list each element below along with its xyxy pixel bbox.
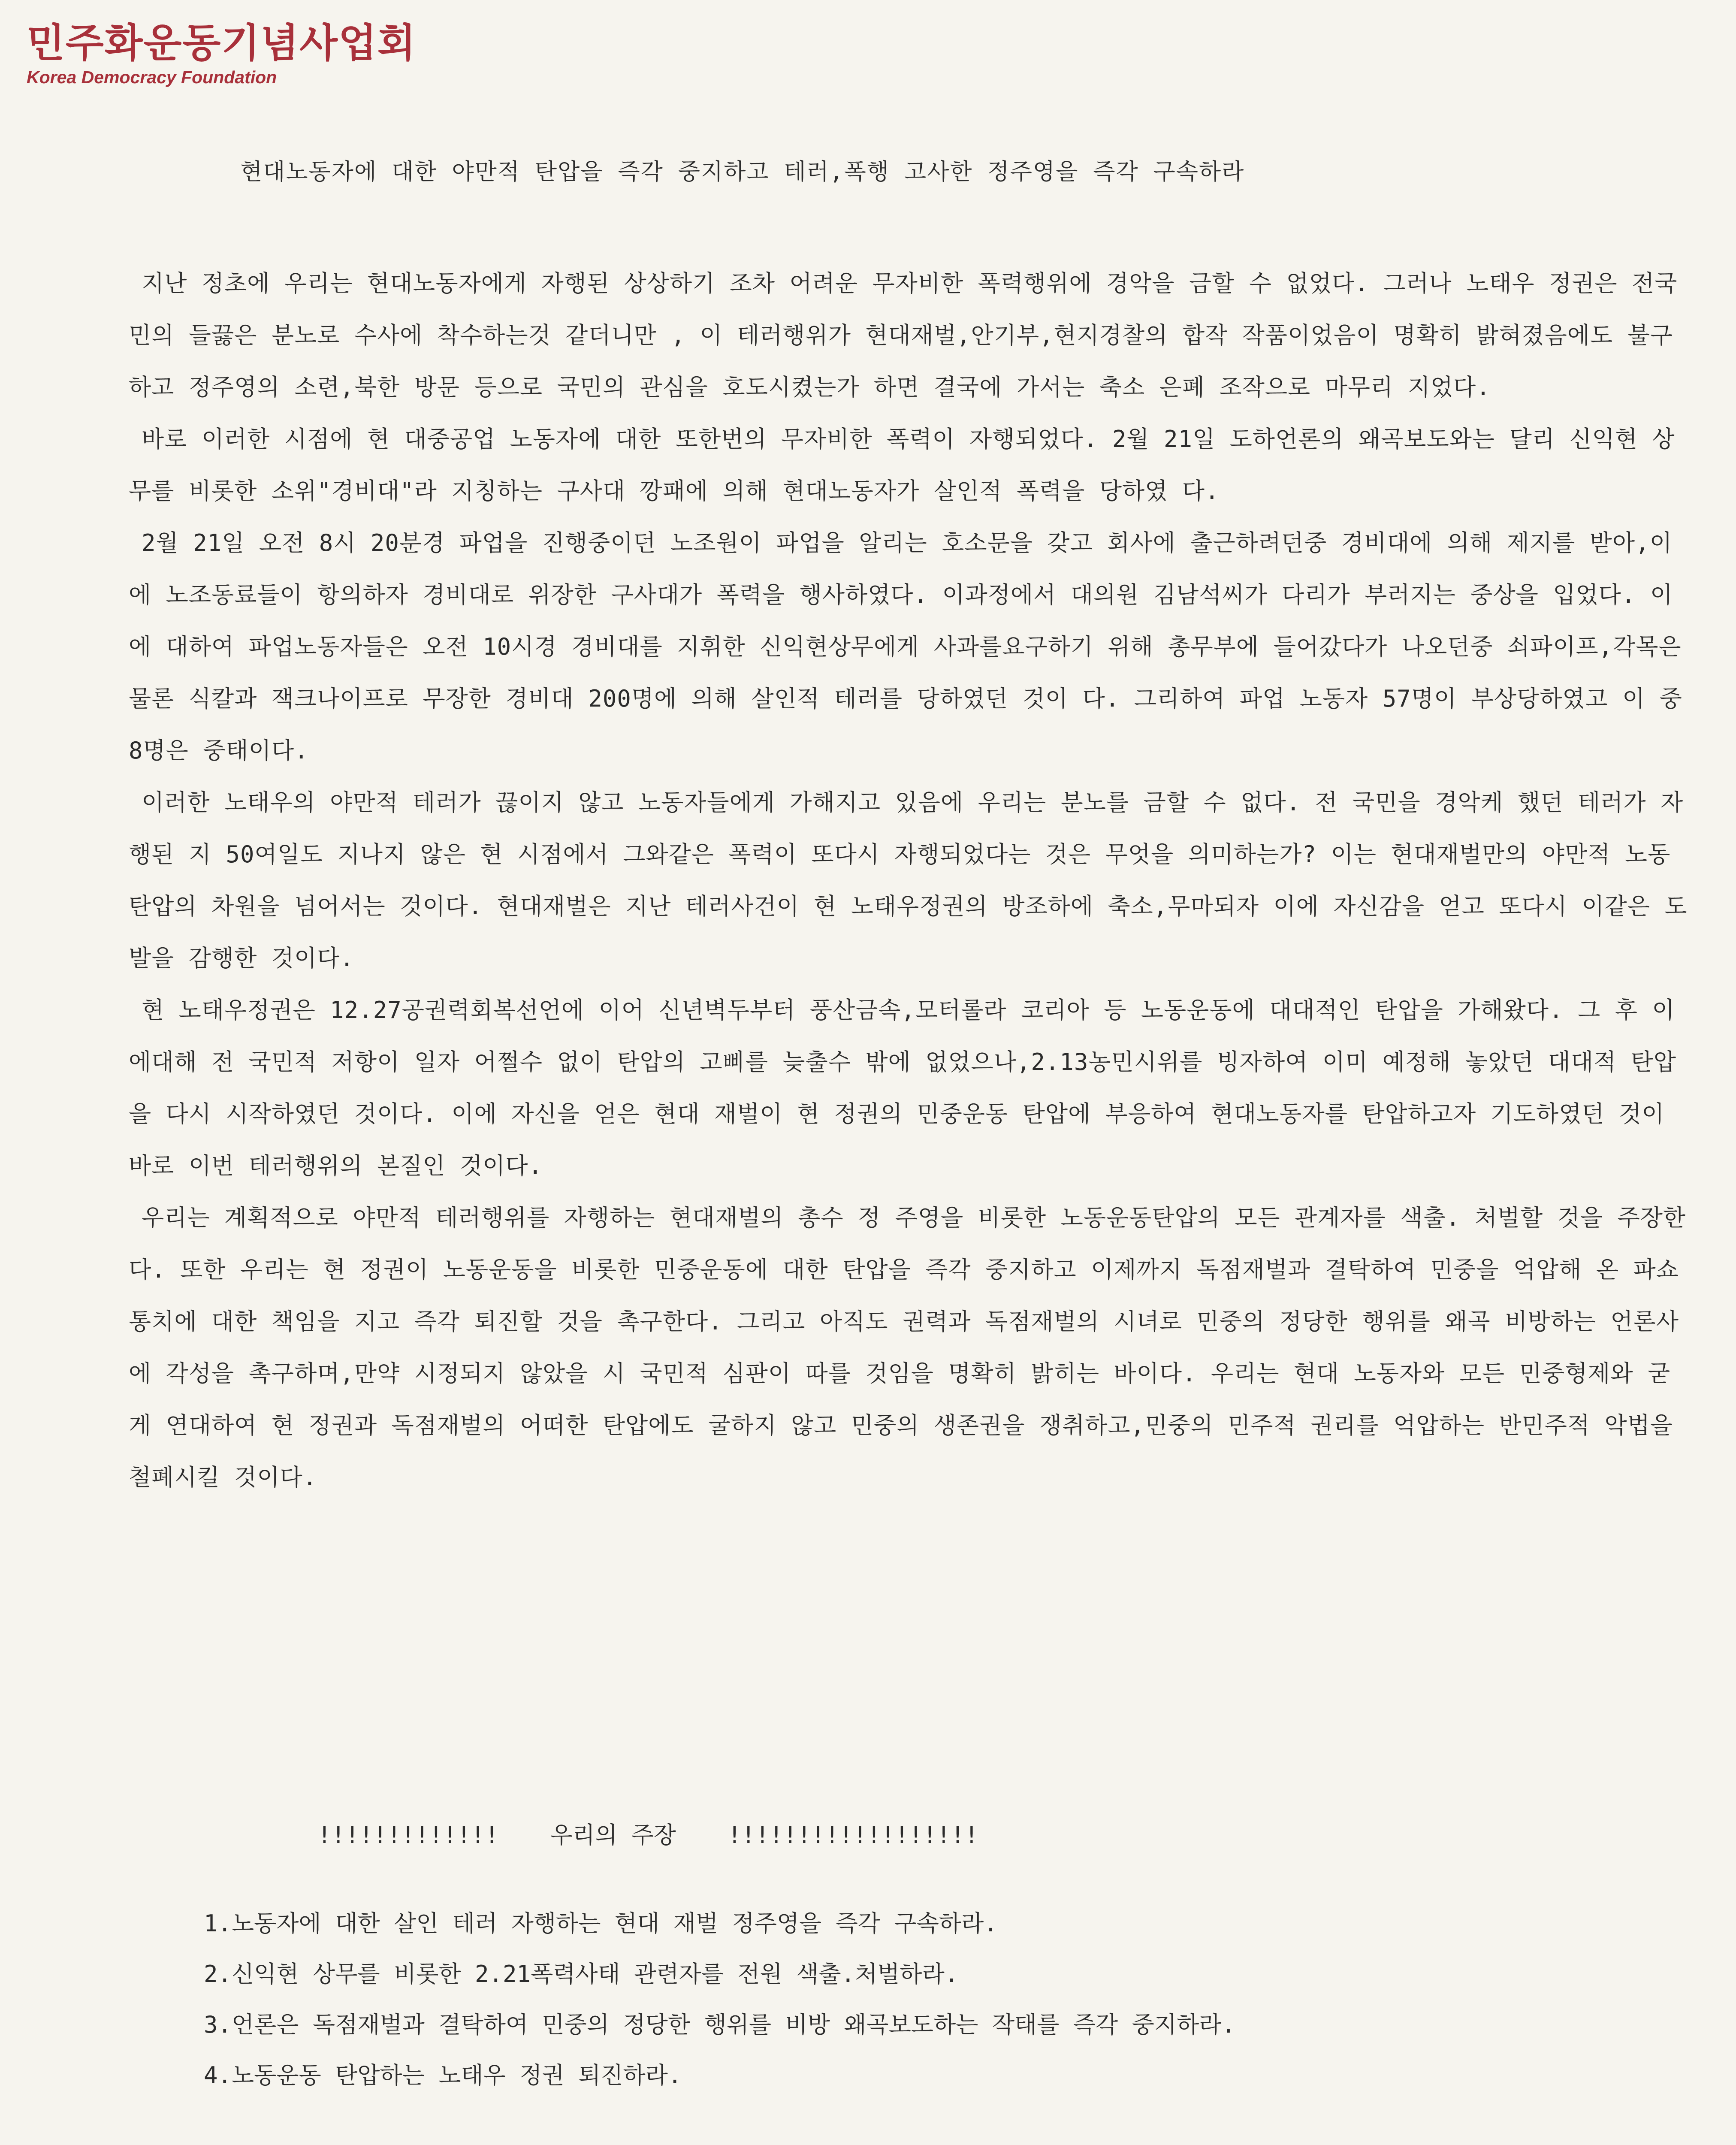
paragraph-4: 이러한 노태우의 야만적 테러가 끊이지 않고 노동자들에게 가해지고 있음에 우리는 분노를 금할 수 없다. 전 국민을 경악케 했던 테러가 자행된 지 50여일도 지나지 않은 현 시점에서 그와같은 폭력이 또다시 자행되었다는 것은 무엇을 의미하는가? 이는 현대재벌만의 야만적 노동탄압의 차원을 넘어서는 것이다. 현대재벌은 지난 테러사건이 현 노태우정권의 방조하에 축소,무마되자 이에 자신감을 얻고 또다시 이같은 도발을 감행한 것이다.	[129, 789, 1688, 972]
claim-item-2: 2.신익현 상무를 비롯한 2.21폭력사태 관련자를 전원 색출.처벌하라.	[204, 1961, 959, 1988]
paragraph-5: 현 노태우정권은 12.27공권력회복선언에 이어 신년벽두부터 풍산금속,모터롤라 코리아 등 노동운동에 대대적인 탄압을 가해왔다. 그 후 이에대해 전 국민적 저항이 일자 어쩔수 없이 탄압의 고삐를 늦출수 밖에 없었으나,2.13농민시위를 빙자하여 이미 예정해 놓았던 대대적 탄압을 다시 시작하였던 것이다. 이에 자신을 얻은 현대 재벌이 현 정권의 민중운동 탄압에 부응하여 현대노동자를 탄압하고자 기도하였던 것이 바로 이번 테러행위의 본질인 것이다.	[129, 997, 1677, 1179]
logo-korean-text: 민주화운동기념사업회	[27, 20, 417, 66]
claim-item-1: 1.노동자에 대한 살인 테러 자행하는 현대 재벌 정주영을 즉각 구속하라.	[204, 1910, 998, 1937]
claims-header	[317, 1817, 1261, 1850]
paragraph-3: 2월 21일 오전 8시 20분경 파업을 진행중이던 노조원이 파업을 알리는 호소문을 갖고 회사에 출근하려던중 경비대에 의해 제지를 받아,이에 노조동료들이 항의하자 경비대로 위장한 구사대가 폭력을 행사하였다. 이과정에서 대의원 김남석씨가 다리가 부러지는 중상을 입었다. 이에 대하여 파업노동자들은 오전 10시경 경비대를 지휘한 신익현상무에게 사과를요구하기 위해 총무부에 들어갔다가 나오던중 쇠파이프,각목은 물론 식칼과 잭크나이프로 무장한 경비대 200명에 의해 살인적 테러를 당하였던 것이 다. 그리하여 파업 노동자 57명이 부상당하였고 이 중 8명은 중태이다.	[129, 529, 1682, 764]
document-body	[129, 257, 1690, 1503]
claim-item-4: 4.노동운동 탄압하는 노태우 정권 퇴진하라.	[204, 2062, 682, 2089]
claims-header-exclaim-left: !!!!!!!!!!!!!	[317, 1822, 499, 1849]
document-title: 현대노동자에 대한 야만적 탄압을 즉각 중지하고 테러,폭행 고사한 정주영을 즉각 구속하라	[240, 159, 1245, 185]
logo-english-text: Korea Democracy Foundation	[27, 67, 277, 87]
claims-list	[204, 1898, 1662, 2101]
claims-header-title: 우리의 주장	[550, 1822, 676, 1849]
paragraph-1: 지난 정초에 우리는 현대노동자에게 자행된 상상하기 조차 어려운 무자비한 폭력행위에 경악을 금할 수 없었다. 그러나 노태우 정권은 전국민의 들끓은 분노로 수사에 착수하는것 같더니만 , 이 테러행위가 현대재벌,안기부,현지경찰의 합작 작품이었음이 명확히 밝혀졌음에도 불구하고 정주영의 소련,북한 방문 등으로 국민의 관심을 호도시켰는가 하면 결국에 가서는 축소 은폐 조작으로 마무리 지었다.	[129, 270, 1678, 401]
foundation-logo	[27, 20, 417, 88]
paragraph-6: 우리는 계획적으로 야만적 테러행위를 자행하는 현대재벌의 총수 정 주영을 비롯한 노동운동탄압의 모든 관계자를 색출. 처벌할 것을 주장한다. 또한 우리는 현 정권이 노동운동을 비롯한 민중운동에 대한 탄압을 즉각 중지하고 이제까지 독점재벌과 결탁하여 민중을 억압해 온 파쇼통치에 대한 책임을 지고 즉각 퇴진할 것을 촉구한다. 그리고 아직도 권력과 독점재벌의 시녀로 민중의 정당한 행위를 왜곡 비방하는 언론사에 각성을 촉구하며,만약 시정되지 않았을 시 국민적 심판이 따를 것임을 명확히 밝히는 바이다. 우리는 현대 노동자와 모든 민중형제와 굳게 연대하여 현 정권과 독점재벌의 어떠한 탄압에도 굴하지 않고 민중의 생존권을 쟁취하고,민중의 민주적 권리를 억압하는 반민주적 악법을 철폐시킬 것이다.	[129, 1204, 1686, 1491]
claim-item-3: 3.언론은 독점재벌과 결탁하여 민중의 정당한 행위를 비방 왜곡보도하는 작태를 즉각 중지하라.	[204, 2011, 1235, 2038]
claims-header-exclaim-right: !!!!!!!!!!!!!!!!!!	[727, 1822, 979, 1849]
paragraph-2: 바로 이러한 시점에 현 대중공업 노동자에 대한 또한번의 무자비한 폭력이 자행되었다. 2월 21일 도하언론의 왜곡보도와는 달리 신익현 상무를 비롯한 소위"경비대"라 지칭하는 구사대 깡패에 의해 현대노동자가 살인적 폭력을 당하였 다.	[129, 426, 1675, 505]
